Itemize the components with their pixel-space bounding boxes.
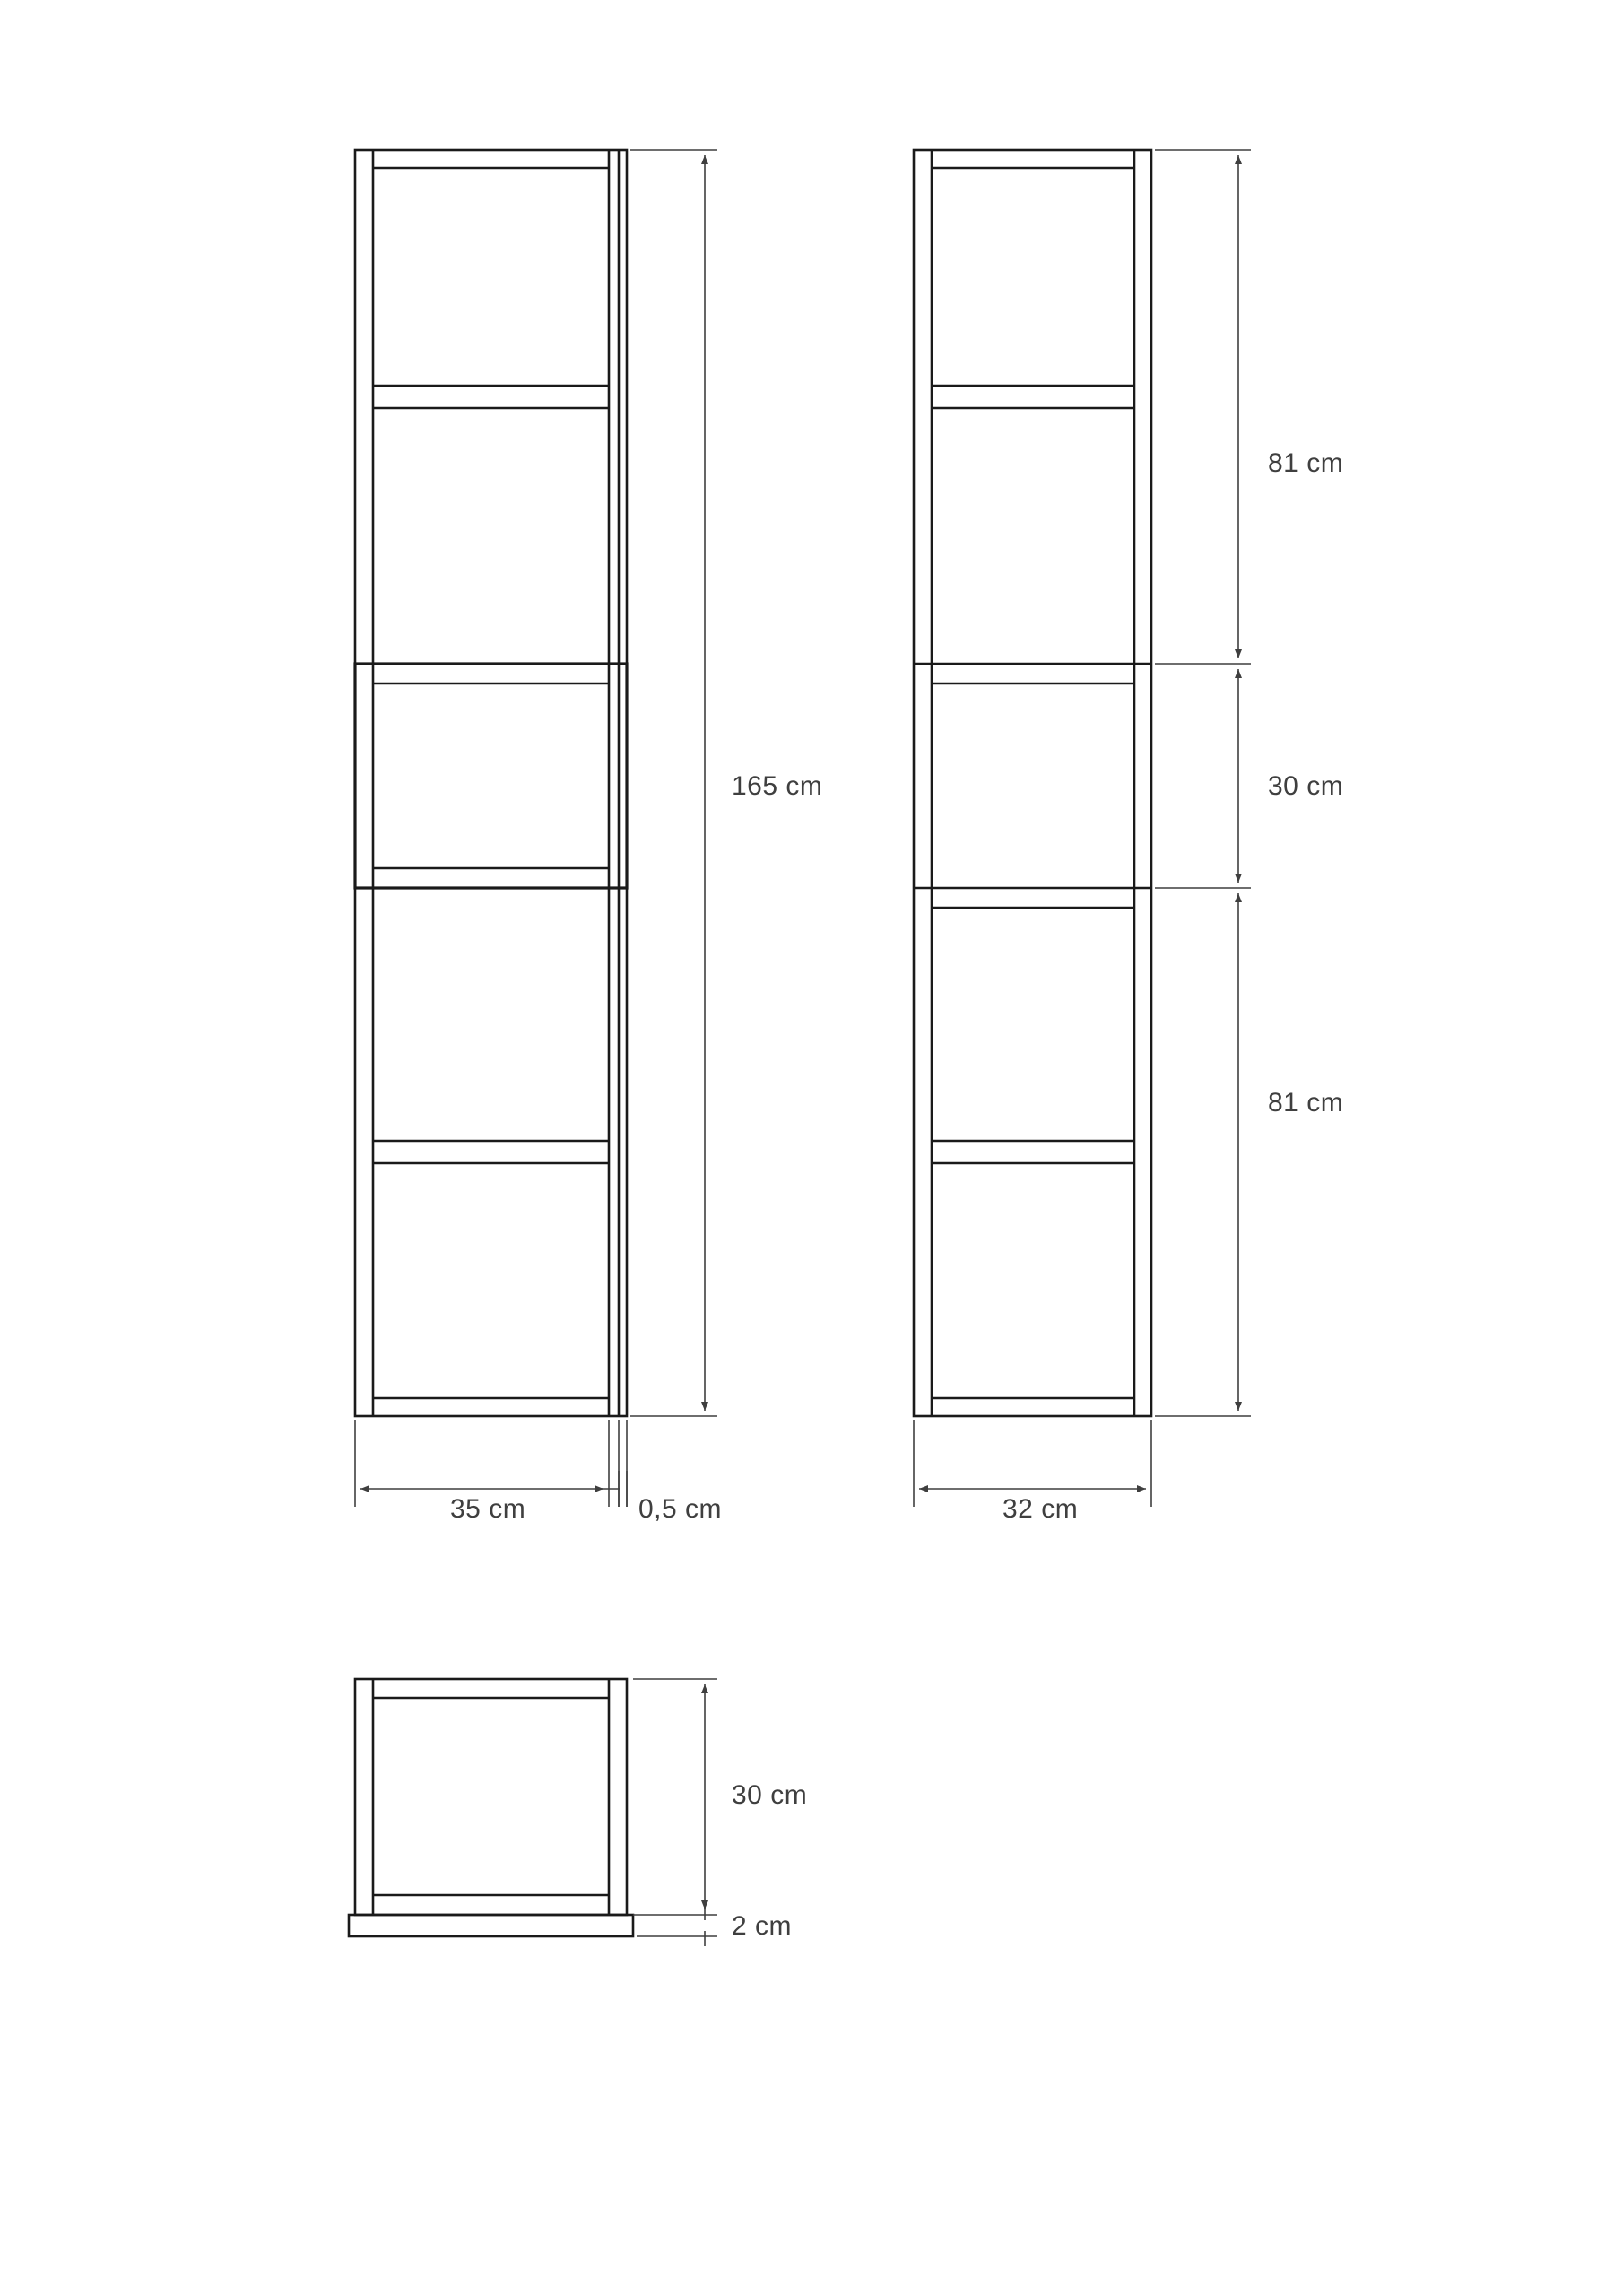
front-width-dimension-label: 35 cm bbox=[450, 1494, 526, 1524]
side-depth-dimension-label: 32 cm bbox=[1002, 1494, 1079, 1524]
detail-base-height-dimension-label: 2 cm bbox=[732, 1911, 793, 1941]
side-view-drawing bbox=[914, 150, 1151, 1416]
side-top-section-dimension-label: 81 cm bbox=[1268, 448, 1344, 478]
detail-box-height-dimension-label: 30 cm bbox=[732, 1780, 808, 1810]
front-view-drawing bbox=[355, 150, 627, 1416]
detail-view-dimensions bbox=[633, 1679, 717, 1946]
detail-view-drawing bbox=[349, 1679, 633, 1936]
front-height-dimension-label: 165 cm bbox=[732, 771, 823, 801]
side-middle-section-dimension-label: 30 cm bbox=[1268, 771, 1344, 801]
side-bottom-section-dimension-label: 81 cm bbox=[1268, 1088, 1344, 1118]
front-thickness-dimension-label: 0,5 cm bbox=[638, 1494, 723, 1524]
side-view-dimensions bbox=[914, 150, 1251, 1507]
front-view-dimensions bbox=[355, 150, 717, 1507]
